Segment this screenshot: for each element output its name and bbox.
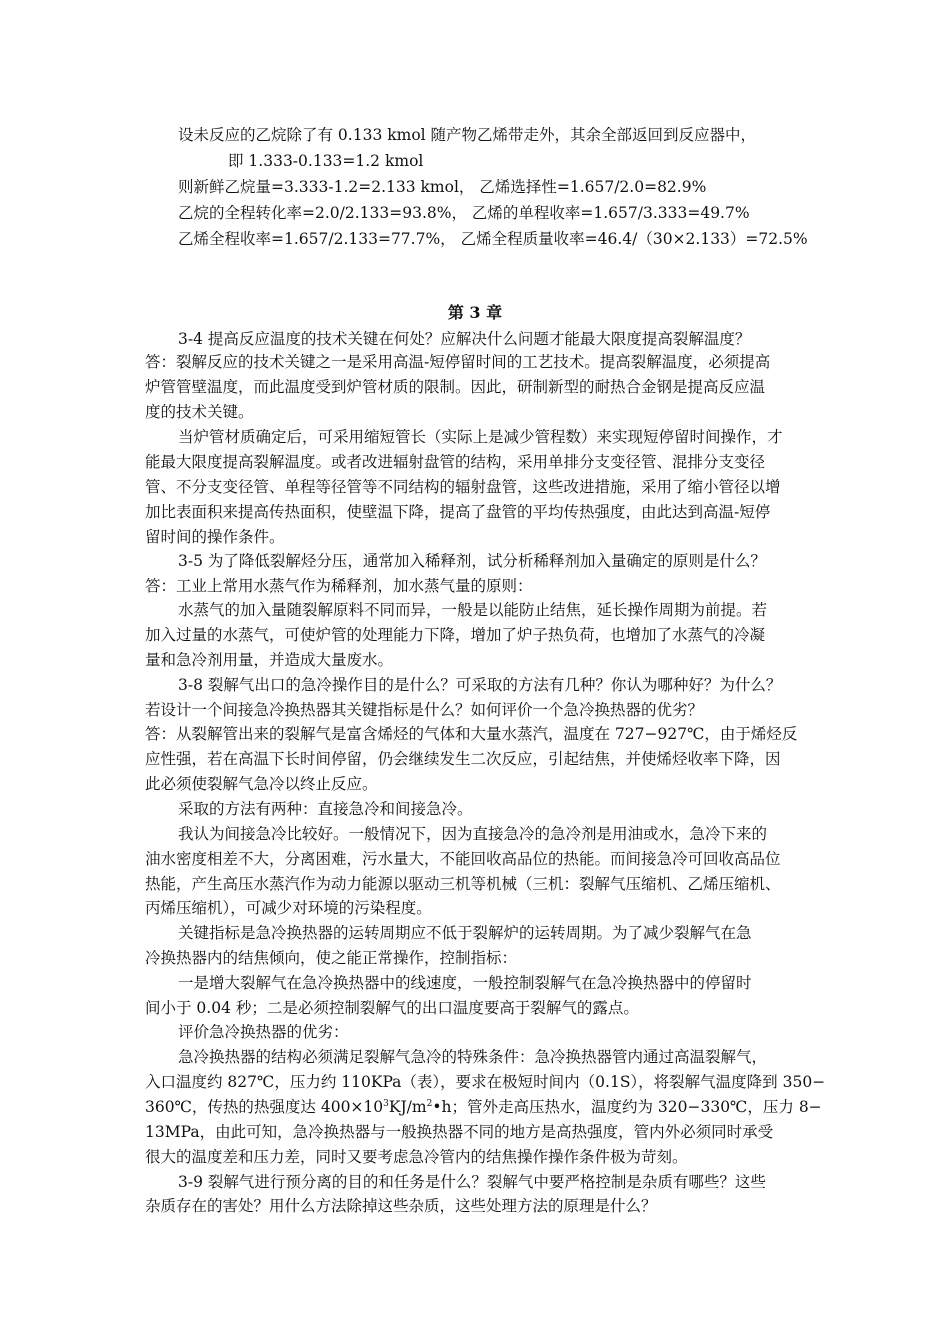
answer-line: 加比表面积来提高传热面积，使壁温下降，提高了盘管的平均传热强度，由此达到高温-短停	[145, 503, 771, 521]
question-3-9: 3-9 裂解气进行预分离的目的和任务是什么？裂解气中要严格控制是杂质有哪些？这些	[178, 1173, 766, 1191]
question-3-5: 3-5 为了降低裂解烃分压，通常加入稀释剂，试分析稀释剂加入量确定的原则是什么？	[178, 552, 766, 570]
question-3-4: 3-4 提高反应温度的技术关键在何处？应解决什么问题才能最大限度提高裂解温度？	[178, 330, 751, 348]
answer-line: 当炉管材质确定后，可采用缩短管长（实际上是减少管程数）来实现短停留时间操作，才	[178, 428, 783, 446]
answer-line-formula	[145, 1097, 822, 1117]
answer-line: 入口温度约 827℃，压力约 110KPa（表），要求在极短时间内（0.1S），将裂解气温度降到 350−	[145, 1073, 826, 1091]
answer-line: 应性强，若在高温下长时间停留，仍会继续发生二次反应，引起结焦，并使烯烃收率下降，因	[145, 750, 781, 768]
formula-text: •h；管外走高压热水，温度约为 320−330℃，压力 8−	[432, 1098, 822, 1116]
answer-line: 13MPa，由此可知，急冷换热器与一般换热器不同的地方是高热强度，管内外必须同时承受	[145, 1123, 774, 1141]
answer-line: 急冷换热器的结构必须满足裂解气急冷的特殊条件：急冷换热器管内通过高温裂解气，	[178, 1048, 768, 1066]
answer-line: 此必须使裂解气急冷以终止反应。	[145, 775, 378, 793]
formula-text: KJ/m	[388, 1098, 427, 1116]
answer-line: 管、不分支变径管、单程等径管等不同结构的辐射盘管，这些改进措施，采用了缩小管径以增	[145, 478, 781, 496]
answer-line: 油水密度相差不大，分离困难，污水量大，不能回收高品位的热能。而间接急冷可回收高品位	[145, 850, 781, 868]
calc-line-1: 设未反应的乙烷除了有 0.133 kmol 随产物乙烯带走外，其余全部返回到反应器中，	[178, 126, 757, 144]
calc-line-5: 乙烯全程收率=1.657/2.133=77.7%， 乙烯全程质量收率=46.4/（30×2.133）=72.5%	[178, 230, 808, 248]
answer-line: 能最大限度提高裂解温度。或者改进辐射盘管的结构，采用单排分支变径管、混排分支变径	[145, 453, 766, 471]
answer-line: 评价急冷换热器的优劣：	[178, 1023, 349, 1041]
answer-line: 间小于 0.04 秒；二是必须控制裂解气的出口温度要高于裂解气的露点。	[145, 999, 639, 1017]
answer-line: 很大的温度差和压力差，同时又要考虑急冷管内的结焦操作操作条件极为苛刻。	[145, 1148, 688, 1166]
formula-text: 360℃，传热的热强度达 400×10	[145, 1098, 384, 1116]
answer-line: 留时间的操作条件。	[145, 528, 285, 546]
question-3-8-cont: 若设计一个间接急冷换热器其关键指标是什么？如何评价一个急冷换热器的优劣？	[145, 701, 704, 719]
calc-line-4: 乙烷的全程转化率=2.0/2.133=93.8%， 乙烯的单程收率=1.657/3.333=49.7%	[178, 204, 750, 222]
superscript: 2	[426, 1099, 433, 1109]
answer-line: 炉管管壁温度，而此温度受到炉管材质的限制。因此，研制新型的耐热合金钢是提高反应温	[145, 378, 766, 396]
answer-line: 热能，产生高压水蒸汽作为动力能源以驱动三机等机械（三机：裂解气压缩机、乙烯压缩机、	[145, 875, 781, 893]
question-3-8: 3-8 裂解气出口的急冷操作目的是什么？可采取的方法有几种？你认为哪种好？为什么？	[178, 676, 782, 694]
answer-line: 冷换热器内的结焦倾向，使之能正常操作，控制指标：	[145, 949, 518, 967]
calc-line-3: 则新鲜乙烷量=3.333-1.2=2.133 kmol， 乙烯选择性=1.657/2.0=82.9%	[178, 178, 707, 196]
answer-line: 加入过量的水蒸气，可使炉管的处理能力下降，增加了炉子热负荷，也增加了水蒸气的冷凝	[145, 626, 766, 644]
answer-line: 采取的方法有两种：直接急冷和间接急冷。	[178, 800, 473, 818]
chapter-title: 第 3 章	[447, 303, 503, 322]
answer-line: 关键指标是急冷换热器的运转周期应不低于裂解炉的运转周期。为了减少裂解气在急	[178, 924, 752, 942]
answer-line: 丙烯压缩机），可减少对环境的污染程度。	[145, 899, 432, 917]
answer-line: 答：从裂解管出来的裂解气是富含烯烃的气体和大量水蒸汽，温度在 727−927℃，由于烯烃反	[145, 725, 798, 743]
answer-line: 我认为间接急冷比较好。一般情况下，因为直接急冷的急冷剂是用油或水，急冷下来的	[178, 825, 768, 843]
answer-line: 水蒸气的加入量随裂解原料不同而异，一般是以能防止结焦，延长操作周期为前提。若	[178, 601, 768, 619]
answer-line: 答：裂解反应的技术关键之一是采用高温-短停留时间的工艺技术。提高裂解温度，必须提高	[145, 353, 771, 371]
answer-line: 度的技术关键。	[145, 403, 254, 421]
answer-line: 答：工业上常用水蒸气作为稀释剂，加水蒸气量的原则：	[145, 577, 533, 595]
answer-line: 量和急冷剂用量，并造成大量废水。	[145, 651, 394, 669]
calc-line-2: 即 1.333-0.133=1.2 kmol	[228, 152, 424, 170]
superscript: 3	[383, 1099, 389, 1109]
question-3-9-cont: 杂质存在的害处？用什么方法除掉这些杂质，这些处理方法的原理是什么？	[145, 1197, 657, 1215]
answer-line: 一是增大裂解气在急冷换热器中的线速度，一般控制裂解气在急冷换热器中的停留时	[178, 974, 752, 992]
